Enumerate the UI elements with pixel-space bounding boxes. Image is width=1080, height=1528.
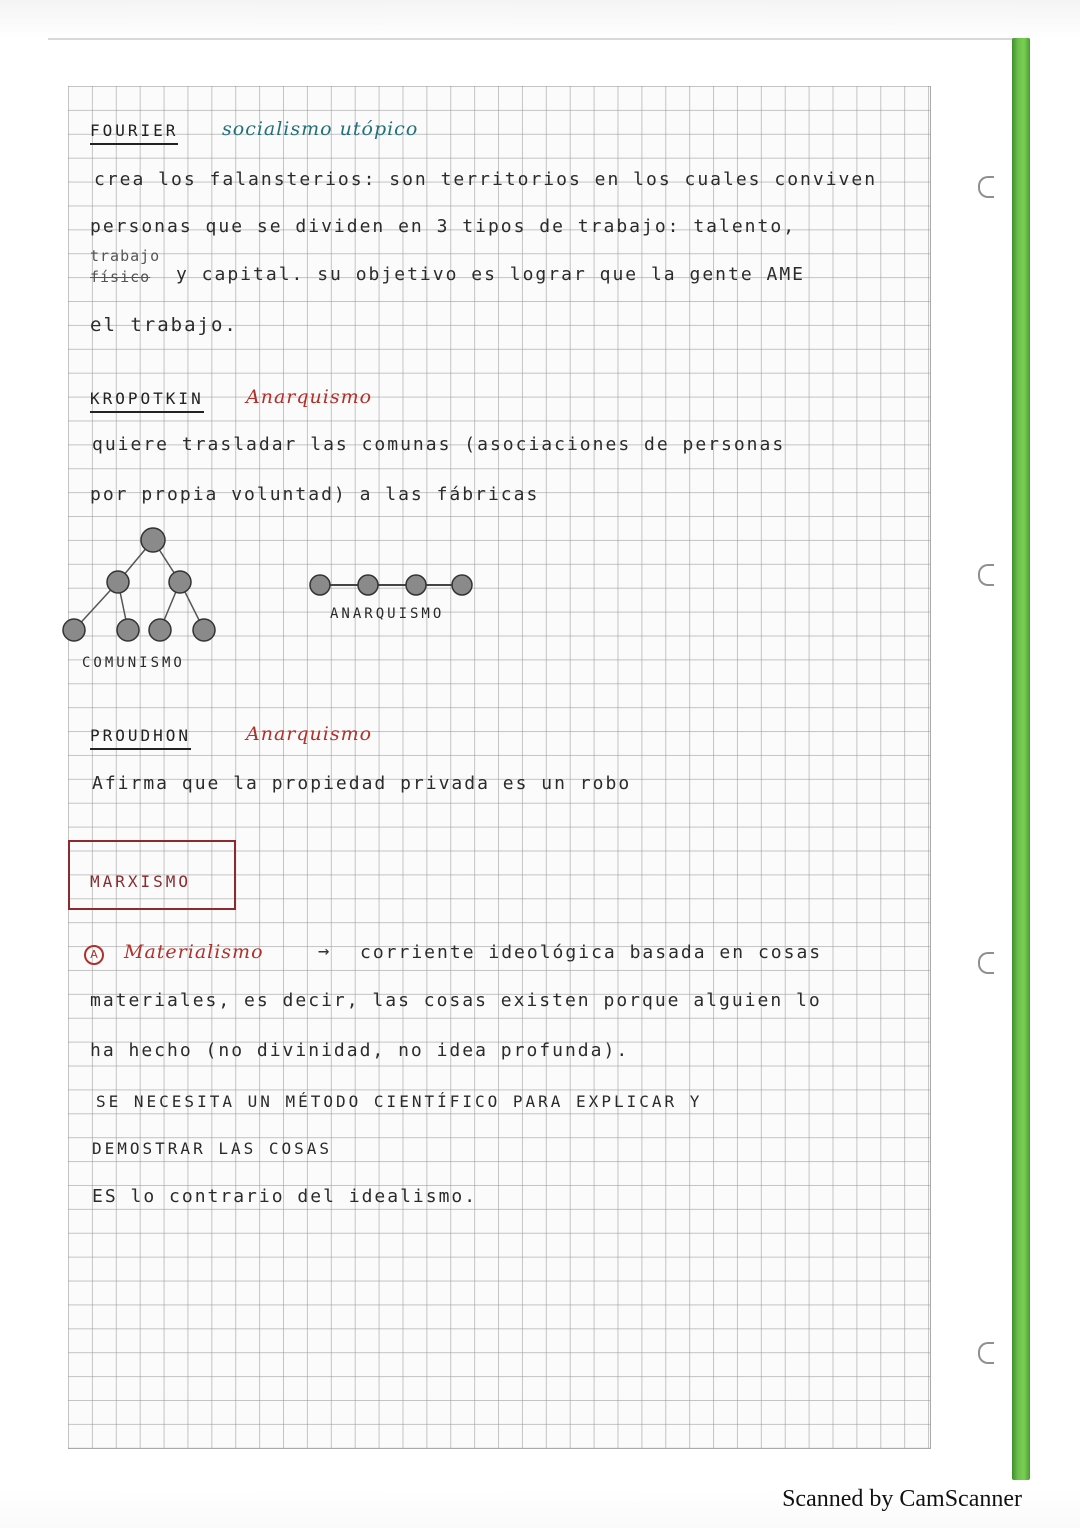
binder-hole bbox=[978, 1342, 994, 1364]
fourier-line-2: personas que se dividen en 3 tipos de trabajo: talento, bbox=[90, 216, 797, 237]
marxismo-title: MARXISMO bbox=[90, 872, 192, 891]
binder-hole bbox=[978, 564, 994, 586]
tree-node-leaf bbox=[149, 619, 171, 641]
tree-node-leaf bbox=[63, 619, 85, 641]
fourier-movement: socialismo utópico bbox=[222, 118, 419, 140]
marxismo-line-4: SE NECESITA UN MÉTODO CIENTÍFICO PARA EXPLICAR Y bbox=[96, 1092, 703, 1111]
materialismo-term: Materialismo bbox=[124, 941, 264, 963]
chain-node bbox=[310, 575, 330, 595]
comunismo-tree-diagram bbox=[60, 522, 230, 652]
fourier-struck-word: físico bbox=[90, 268, 151, 286]
proudhon-heading: PROUDHON bbox=[90, 726, 191, 750]
marxismo-line-2: materiales, es decir, las cosas existen porque alguien lo bbox=[90, 990, 822, 1011]
tree-node-leaf bbox=[117, 619, 139, 641]
marxismo-line-1: corriente ideológica basada en cosas bbox=[360, 942, 823, 963]
chain-node bbox=[406, 575, 426, 595]
kropotkin-heading: KROPOTKIN bbox=[90, 389, 204, 413]
fourier-line-3: y capital. su objetivo es lograr que la gente AME bbox=[176, 264, 806, 285]
anarquismo-chain-diagram bbox=[306, 570, 476, 600]
tree-node-leaf bbox=[193, 619, 215, 641]
kropotkin-line-2: por propia voluntad) a las fábricas bbox=[90, 484, 540, 505]
definition-arrow: → bbox=[318, 940, 332, 962]
tree-node-top bbox=[141, 528, 165, 552]
marxismo-line-5: DEMOSTRAR LAS COSAS bbox=[92, 1139, 333, 1158]
anarquismo-label: ANARQUISMO bbox=[330, 606, 445, 622]
proudhon-line-1: Afirma que la propiedad privada es un robo bbox=[92, 773, 632, 794]
fourier-line-4: el trabajo. bbox=[90, 314, 238, 336]
scanner-watermark: Scanned by CamScanner bbox=[782, 1486, 1022, 1512]
chain-node bbox=[358, 575, 378, 595]
proudhon-movement: Anarquismo bbox=[246, 723, 373, 745]
page-top-edge bbox=[48, 38, 1030, 40]
fourier-heading: FOURIER bbox=[90, 121, 178, 145]
chain-node bbox=[452, 575, 472, 595]
comunismo-label: COMUNISMO bbox=[82, 655, 185, 671]
notebook-edge-stripe bbox=[1012, 38, 1030, 1480]
fourier-line-1: crea los falansterios: son territorios en los cuales conviven bbox=[94, 169, 878, 190]
tree-node-mid bbox=[169, 571, 191, 593]
marxismo-line-3: ha hecho (no divinidad, no idea profunda). bbox=[90, 1040, 630, 1061]
tree-node-mid bbox=[107, 571, 129, 593]
point-marker: A bbox=[84, 945, 104, 965]
kropotkin-movement: Anarquismo bbox=[246, 386, 373, 408]
graph-paper-grid bbox=[68, 86, 931, 1449]
marxismo-line-6: ES lo contrario del idealismo. bbox=[92, 1186, 478, 1207]
binder-hole bbox=[978, 176, 994, 198]
binder-hole bbox=[978, 952, 994, 974]
kropotkin-line-1: quiere trasladar las comunas (asociaciones de personas bbox=[92, 434, 786, 455]
fourier-insert-word: trabajo bbox=[90, 247, 161, 265]
